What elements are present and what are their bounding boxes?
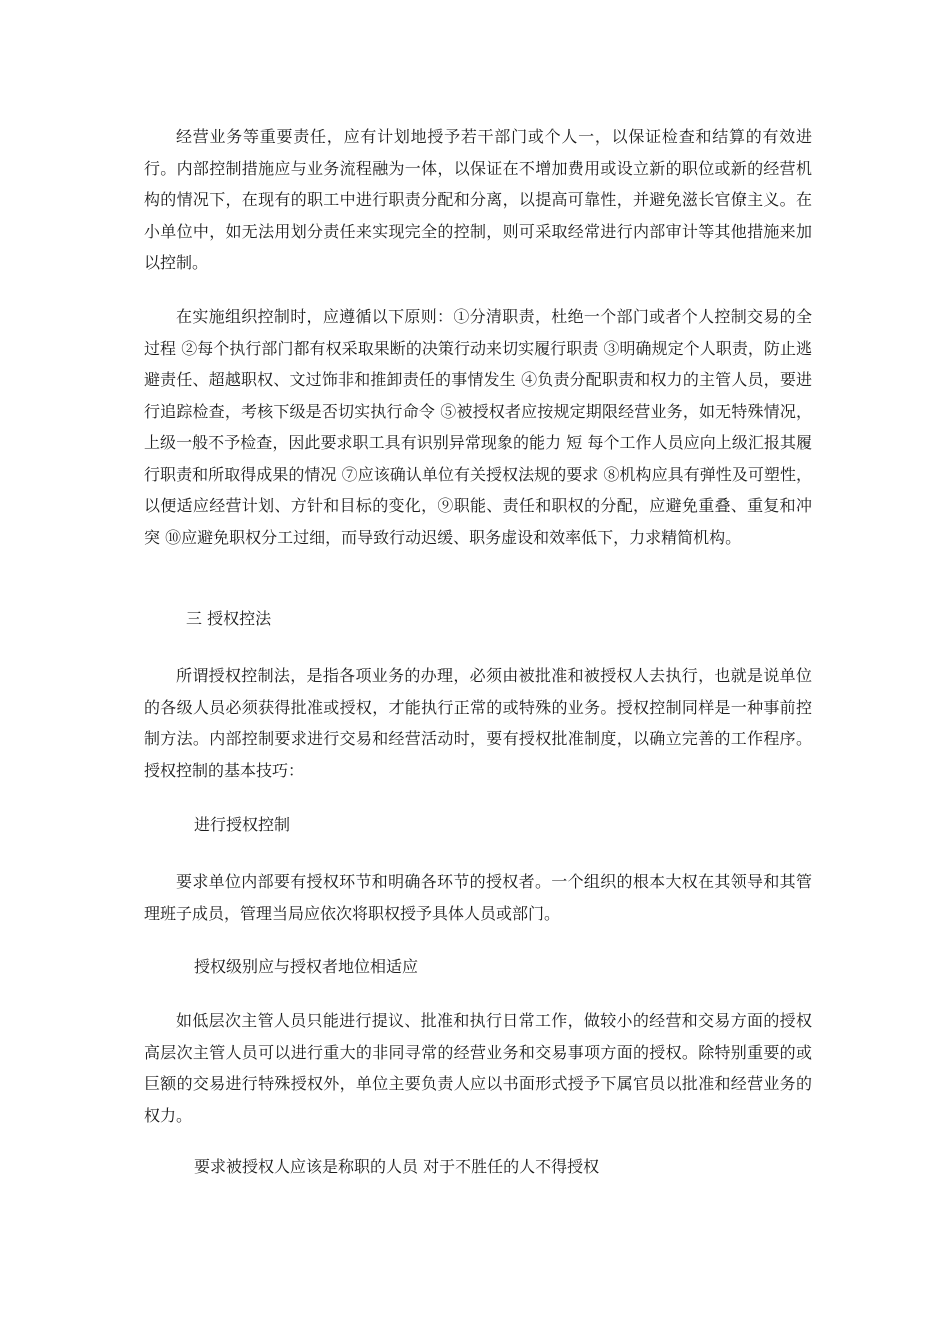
- subheading-competent-authorized-person: 要求被授权人应该是称职的人员 对于不胜任的人不得授权: [194, 1157, 600, 1176]
- paragraph-authorization-definition-text: 所谓授权控制法，是指各项业务的办理，必须由被批准和被授权人去执行，也就是说单位的各级人员必须获得批准或授权，才能执行正常的或特殊的业务。授权控制同样是一种事前控制方法。内部控制要求进行交易和经营活动时，要有授权批准制度，以确立完善的工作程序。授权控制的基本技巧：: [144, 666, 812, 780]
- subheading-perform-authorization-control: 进行授权控制: [194, 815, 291, 834]
- subheading-authorization-level: 授权级别应与授权者地位相适应: [194, 957, 419, 976]
- paragraph-authorization-links: 要求单位内部要有授权环节和明确各环节的授权者。一个组织的根本大权在其领导和其管理班子成员，管理当局应依次将职权授予具体人员或部门。: [144, 872, 812, 923]
- paragraph-authorization-levels: 如低层次主管人员只能进行提议、批准和执行日常工作，做较小的经营和交易方面的授权 高层次主管人员可以进行重大的非同寻常的经营业务和交易事项方面的授权。除特别重要的或巨额的交易进行特殊授权外，单位主要负责人应以书面形式授予下属官员以批准和经营业务的权力。: [144, 1011, 812, 1125]
- paragraph-responsibility-assignment: 经营业务等重要责任，应有计划地授予若干部门或个人一，以保证检查和结算的有效进行。内部控制措施应与业务流程融为一体，以保证在不增加费用或设立新的职位或新的经营机构的情况下，在现有的职工中进行职责分配和分离，以提高可靠性，并避免滋长官僚主义。在小单位中，如无法用划分责任来实现完全的控制，则可采取经常进行内部审计等其他措施来加以控制。: [144, 127, 812, 272]
- paragraph-organization-control-principles: 在实施组织控制时，应遵循以下原则：①分清职责，杜绝一个部门或者个人控制交易的全过程 ②每个执行部门都有权采取果断的决策行动来切实履行职责 ③明确规定个人职责，防止逃避责任、超越职权、文过饰非和推卸责任的事情发生 ④负责分配职责和权力的主管人员，要进行追踪检查，考核下级是否切实执行命令 ⑤被授权者应按规定期限经营业务，如无特殊情况，上级一般不予检查，因此要求职工具有识别异常现象的能力 短 每个工作人员应向上级汇报其履行职责和所取得成果的情况 ⑦应该确认单位有关授权法规的要求 ⑧机构应具有弹性及可塑性，以便适应经营计划、方针和目标的变化，⑨职能、责任和职权的分配，应避免重叠、重复和冲突 ⑩应避免职权分工过细，而导致行动迟缓、职务虚设和效率低下，力求精简机构。: [144, 307, 812, 547]
- section-heading-authorization: 三 授权控法: [186, 609, 272, 628]
